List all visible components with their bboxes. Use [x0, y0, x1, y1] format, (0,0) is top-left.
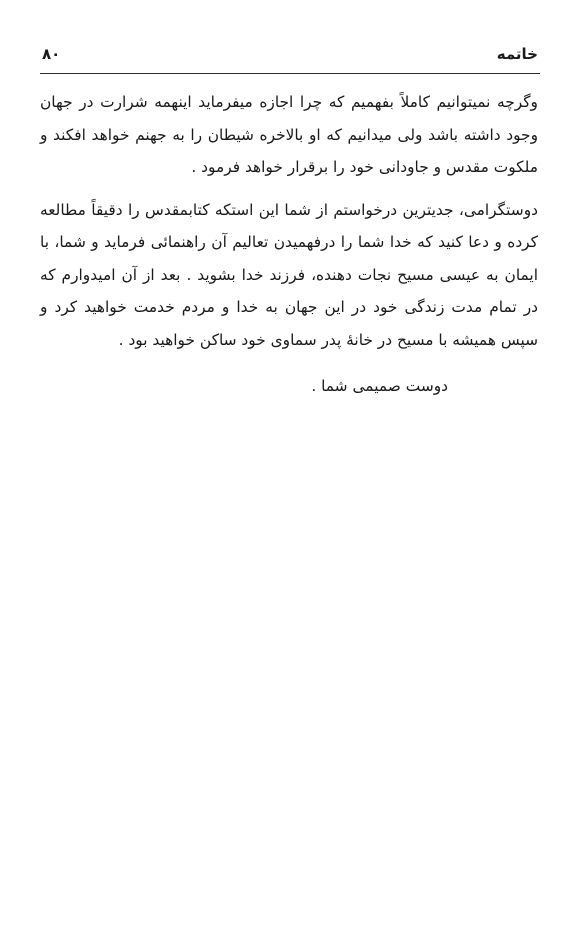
page-number: ۸۰ — [42, 45, 61, 63]
header-rule — [40, 73, 540, 74]
chapter-title: خاتمه — [496, 45, 538, 63]
running-head — [42, 40, 538, 68]
paragraph: وگرچه نمیتوانیم کاملاً بفهمیم که چرا اجازه میفرماید اینهمه شرارت در جهان وجود داشته باشد ولی میدانیم که او بالاخره شیطان را به جهنم خواهد افکند و ملکوت مقدس و جاودانی خود را برقرار خواهد فرمود . — [40, 93, 538, 176]
body-text — [40, 86, 538, 403]
paragraph: دوستگرامی، جدیترین درخواستم از شما این استکه کتابمقدس را دقیقاً مطالعه کرده و دعا کنید که خدا شما را درفهمیدن تعالیم آن راهنمائی فرماید و شما، با ایمان به عیسی مسیح نجات دهنده، فرزند خدا بشوید . بعد از آن امیدوارم که در تمام مدت زندگی خود در این جهان به خدا و مردم خدمت خواهید کرد و سپس همیشه با مسیح در خانهٔ پدر سماوی خود ساکن خواهید بود . — [40, 200, 538, 349]
closing-signature: دوست صمیمی شما . — [311, 377, 448, 395]
